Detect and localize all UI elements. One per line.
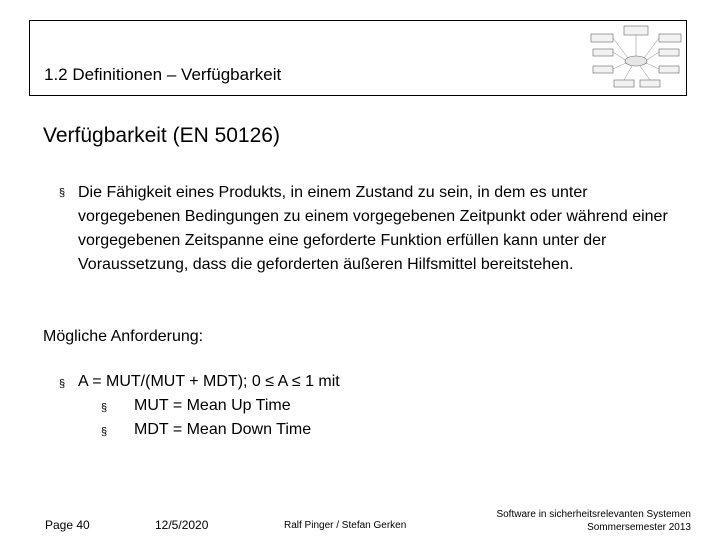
- diagram-box-right-2: [659, 49, 679, 56]
- sub-bullet-marker: §: [101, 402, 108, 414]
- footer-semester: Sommersemester 2013: [587, 522, 691, 533]
- diagram-box-bottom-2: [640, 80, 660, 87]
- header-box: [29, 20, 687, 96]
- footer-page-number: Page 40: [45, 518, 90, 532]
- bullet-marker: §: [59, 378, 66, 390]
- footer-date: 12/5/2020: [155, 518, 209, 532]
- diagram-box-left-2: [593, 49, 613, 56]
- bullet-marker: §: [59, 187, 66, 199]
- diagram-box-top: [624, 26, 648, 35]
- diagram-box-right-3: [659, 66, 679, 73]
- sub-item-mdt: MDT = Mean Down Time: [134, 421, 312, 438]
- footer-course: [496, 508, 691, 534]
- diagram-box-right-1: [659, 34, 681, 42]
- section-heading: Verfügbarkeit (EN 50126): [43, 124, 280, 147]
- diagram-center-ellipse: [625, 56, 647, 66]
- diagram-box-left-3: [593, 66, 613, 73]
- sub-bullet-marker: §: [101, 426, 108, 438]
- process-diagram-thumbnail: [588, 24, 684, 92]
- slide-title: 1.2 Definitionen – Verfügbarkeit: [44, 65, 282, 84]
- requirement-heading: Mögliche Anforderung:: [43, 328, 204, 345]
- definition-text: Die Fähigkeit eines Produkts, in einem Zustand zu sein, in dem es unter vorgegebenen Bedingungen zu einem vorgegebenen Zeitpunkt oder während einer vorgegebenen Zeitspanne eine geforderte Funktion erfüllen kann unter der Voraussetzung, dass die geforderten äußeren Hilfsmittel bereitstehen.: [78, 184, 668, 273]
- diagram-box-bottom-1: [614, 80, 634, 87]
- footer-authors: Ralf Pinger / Stefan Gerken: [284, 520, 407, 531]
- sub-item-mut: MUT = Mean Up Time: [134, 397, 291, 414]
- footer-course-title: Software in sicherheitsrelevanten Systemen: [496, 509, 691, 520]
- diagram-box-left-1: [591, 34, 613, 42]
- availability-formula: A = MUT/(MUT + MDT); 0 ≤ A ≤ 1 mit: [78, 373, 340, 390]
